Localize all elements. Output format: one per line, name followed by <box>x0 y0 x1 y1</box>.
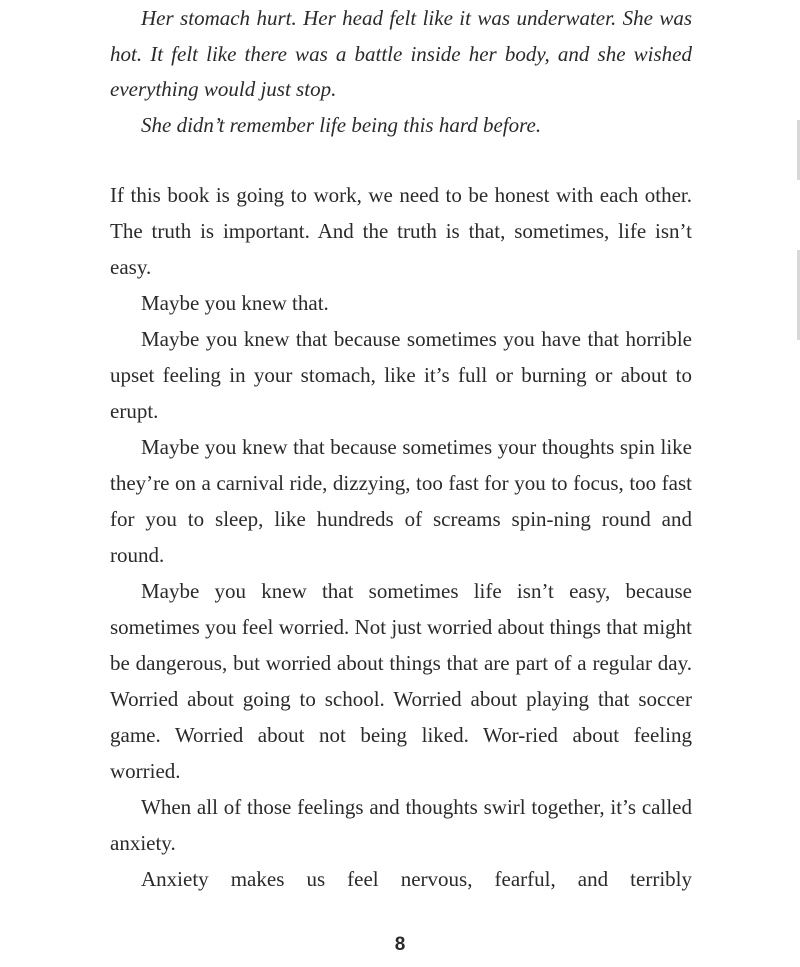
italic-story-excerpt <box>110 1 692 143</box>
paragraph: Maybe you knew that because sometimes your thoughts spin like they’re on a carnival ride, dizzying, too fast for you to focus, too fast for you to sleep, like hundreds of screams spin-ning round and round. <box>110 435 692 567</box>
paragraph: Maybe you knew that because sometimes you have that horrible upset feeling in your stomach, like it’s full or burning or about to erupt. <box>110 327 692 423</box>
paragraph: Maybe you knew that sometimes life isn’t easy, because sometimes you feel worried. Not just worried about things that might be dangerous, but worried about things that are part of a regular day. Worried about going to school. Worried about playing that soccer game. Worried about not being liked. Wor-ried about feeling worried. <box>110 579 692 783</box>
page-number: 8 <box>394 934 406 955</box>
body-text <box>110 177 692 897</box>
paragraph: Anxiety makes us feel nervous, fearful, and terribly <box>141 867 692 891</box>
italic-paragraph: Her stomach hurt. Her head felt like it was underwater. She was hot. It felt like there was a battle inside her body, and she wished everything would just stop. <box>110 6 692 101</box>
paragraph: Maybe you knew that. <box>141 291 329 315</box>
paragraph: When all of those feelings and thoughts swirl together, it’s called anxiety. <box>110 795 692 855</box>
italic-paragraph: She didn’t remember life being this hard before. <box>141 112 542 137</box>
paragraph: If this book is going to work, we need to be honest with each other. The truth is important. And the truth is that, sometimes, life isn’t easy. <box>110 183 692 279</box>
